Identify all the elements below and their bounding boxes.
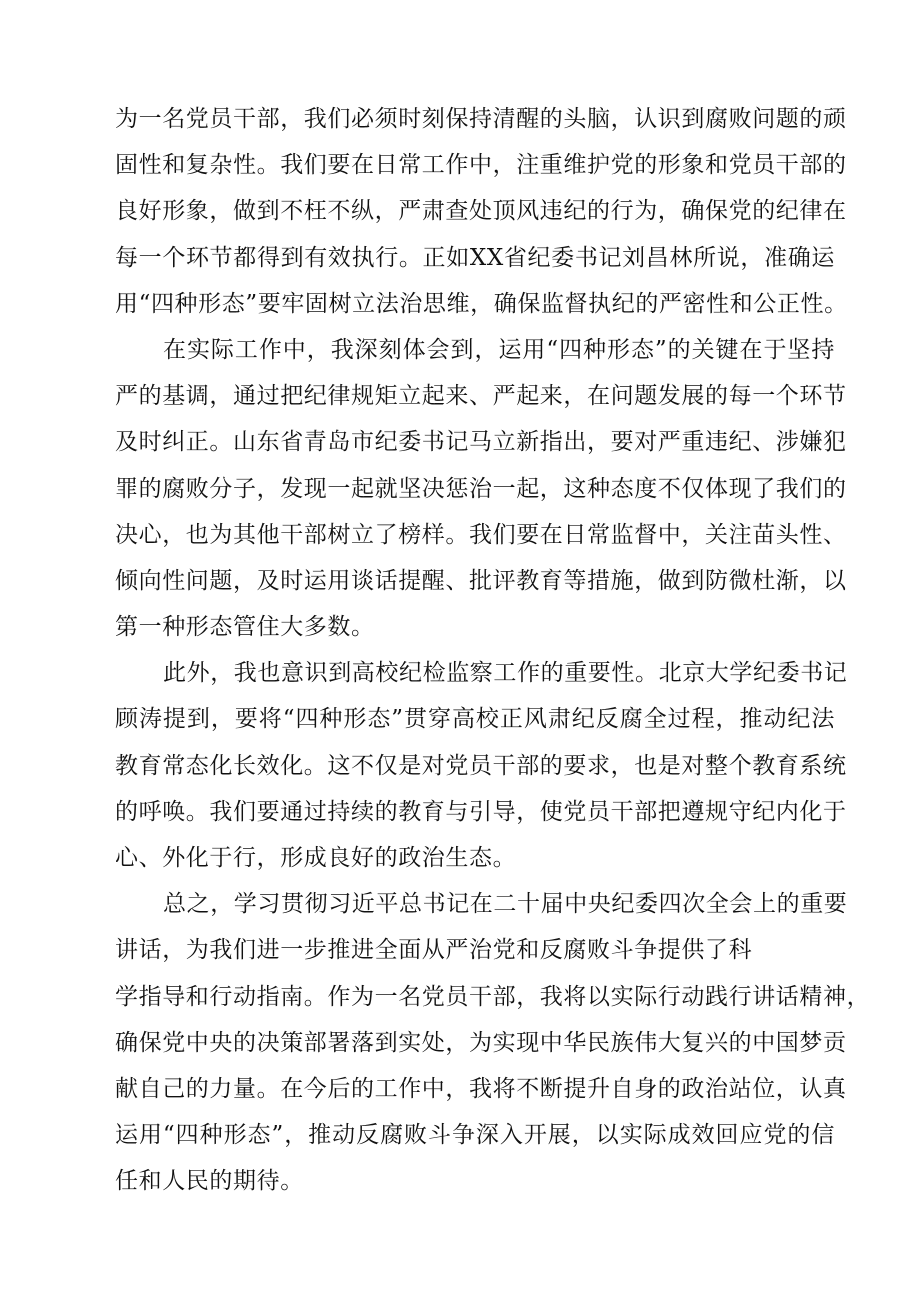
text-line: 学指导和行动指南。作为一名党员干部，我将以实际行动践行讲话精神， (115, 983, 871, 1010)
text-line: 用“四种形态”要牢固树立法治思维，确保监督执纪的严密性和公正性。 (115, 290, 848, 317)
paragraph-first-line: 在实际工作中，我深刻体会到，运用“四种形态”的关键在于坚持 (163, 336, 835, 363)
text-line: 及时纠正。山东省青岛市纪委书记马立新指出，要对严重违纪、涉嫌犯 (115, 429, 847, 456)
text-line: 罪的腐败分子，发现一起就坚决惩治一起，这种态度不仅体现了我们的 (115, 475, 847, 502)
text-line: 决心，也为其他干部树立了榜样。我们要在日常监督中，关注苗头性、 (115, 521, 847, 548)
text-line: 严的基调，通过把纪律规矩立起来、严起来，在问题发展的每一个环节 (115, 383, 847, 410)
text-line: 良好形象，做到不枉不纵，严肃查处顶风违纪的行为，确保党的纪律在 (115, 198, 847, 225)
text-line: 运用“四种形态”，推动反腐败斗争深入开展，以实际成效回应党的信 (115, 1122, 835, 1149)
paragraph-first-line: 此外，我也意识到高校纪检监察工作的重要性。北京大学纪委书记 (163, 660, 848, 687)
text-line: 确保党中央的决策部署落到实处，为实现中华民族伟大复兴的中国梦贡 (115, 1029, 847, 1056)
text-line: 固性和复杂性。我们要在日常工作中，注重维护党的形象和党员干部的 (115, 152, 847, 179)
text-line: 讲话，为我们进一步推进全面从严治党和反腐败斗争提供了科 (115, 937, 753, 964)
text-line: 每一个环节都得到有效执行。正如XX省纪委书记刘昌林所说，准确运 (115, 244, 835, 271)
paragraph-last-line: 任和人民的期待。 (115, 1168, 304, 1195)
text-line: 倾向性问题，及时运用谈话提醒、批评教育等措施，做到防微杜渐，以 (115, 567, 847, 594)
text-line: 顾涛提到，要将“四种形态”贯穿高校正风肃纪反腐全过程，推动纪法 (115, 706, 835, 733)
paragraph-first-line: 总之，学习贯彻习近平总书记在二十届中央纪委四次全会上的重要 (163, 891, 848, 918)
text-line: 为一名党员干部，我们必须时刻保持清醒的头脑，认识到腐败问题的顽 (115, 106, 847, 132)
text-line: 献自己的力量。在今后的工作中，我将不断提升自身的政治站位，认真 (115, 1075, 847, 1102)
text-line: 的呼唤。我们要通过持续的教育与引导，使党员干部把遵规守纪内化于 (115, 798, 847, 825)
document-body (115, 96, 871, 1205)
text-line: 教育常态化长效化。这不仅是对党员干部的要求，也是对整个教育系统 (115, 752, 847, 779)
paragraph-last-line: 第一种形态管住大多数。 (115, 614, 375, 641)
paragraph-last-line: 心、外化于行，形成良好的政治生态。 (115, 845, 517, 871)
